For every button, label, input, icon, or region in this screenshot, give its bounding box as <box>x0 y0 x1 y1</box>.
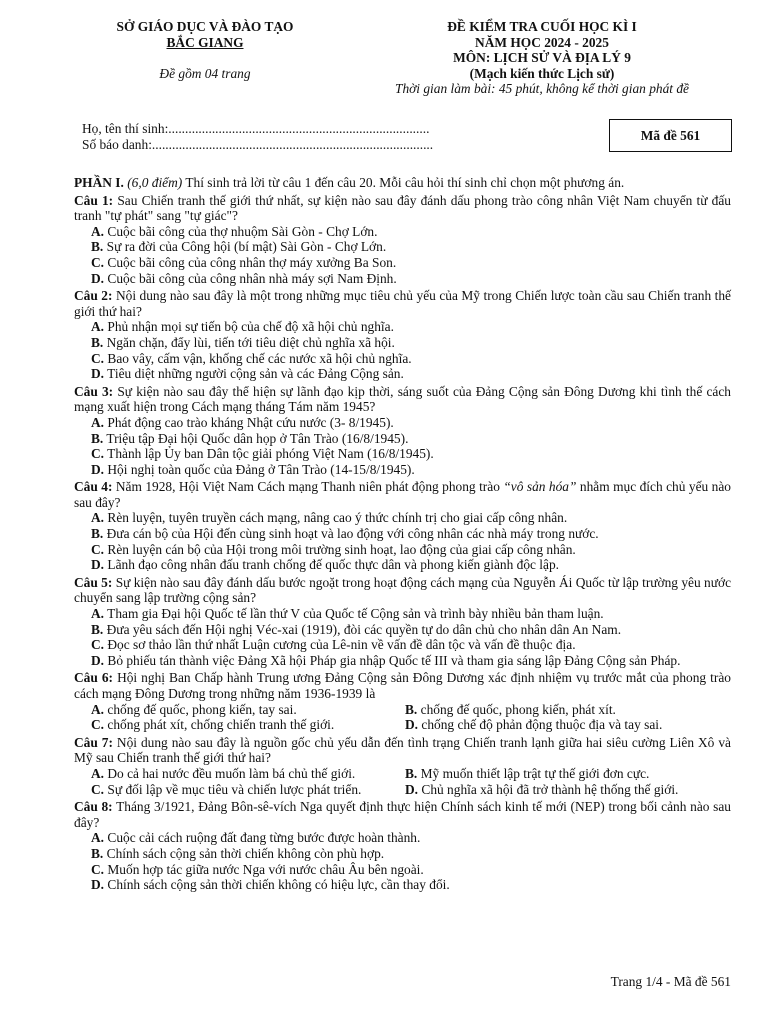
option-text: Đọc sơ thảo lần thứ nhất Luận cương của Lê-nin về vấn đề dân tộc và vấn đề thuộc địa. <box>107 637 576 653</box>
option-row <box>74 766 731 782</box>
answer-option[interactable] <box>74 255 731 271</box>
option-text: Cuộc bãi công của thợ nhuộm Sài Gòn - Chợ Lớn. <box>107 223 378 239</box>
option-key: B. <box>91 430 104 446</box>
exam-header <box>368 19 716 97</box>
option-text: Bỏ phiếu tán thành việc Đảng Xã hội Pháp gia nhập Quốc tế III và tham gia sáng lập Đảng Cộng sản Pháp. <box>107 652 681 668</box>
option-key: B. <box>91 845 104 861</box>
question-text-part: nhằm mục đích chủ yếu nào sau đây? <box>74 479 731 510</box>
answer-option[interactable] <box>74 431 731 447</box>
option-key: B. <box>91 239 104 255</box>
option-text: Do cả hai nước đều muốn làm bá chủ thế giới. <box>107 765 356 781</box>
question-text: Sau Chiến tranh thế giới thứ nhất, sự kiện nào sau đây đánh dấu phong trào công nhân Việt Nam chuyển từ đấu tranh "tự phát" sang "tự giác"? <box>74 192 731 224</box>
question-number: Câu 1: <box>74 192 114 208</box>
province-name: BẮC GIANG <box>166 34 244 50</box>
question-number: Câu 3: <box>74 383 114 399</box>
answer-option[interactable] <box>74 846 731 862</box>
option-key: C. <box>91 350 105 366</box>
option-text: Phát động cao trào kháng Nhật cứu nước (3- 8/1945). <box>107 414 394 430</box>
question-list <box>74 193 731 893</box>
question-text: Tháng 3/1921, Đảng Bôn-sê-vích Nga quyết định thực hiện Chính sách kinh tế mới (NEP) trong bối cảnh nào sau đây? <box>74 799 731 830</box>
option-key: D. <box>91 557 105 573</box>
option-key: D. <box>91 877 105 893</box>
question-block <box>74 479 731 573</box>
question-text: Hội nghị Ban Chấp hành Trung ương Đảng Cộng sản Đông Dương xác định nhiệm vụ trước mắt của phong trào cách mạng Đông Dương trong những năm 1936-1939 là <box>74 670 731 701</box>
student-name-field[interactable]: Họ, tên thí sinh:.............................................................................. <box>82 121 430 136</box>
answer-option[interactable] <box>405 717 662 733</box>
question-text: Nội dung nào sau đây là một trong những mục tiêu chủ yếu của Mỹ trong Chiến lược toàn cầu sau Chiến tranh thế giới thứ hai? <box>74 288 731 319</box>
option-key: C. <box>91 541 105 557</box>
option-key: D. <box>91 366 105 382</box>
option-key: D. <box>91 270 105 286</box>
answer-option[interactable] <box>74 862 731 878</box>
question-stem <box>74 575 731 606</box>
answer-option[interactable] <box>74 335 731 351</box>
option-key: C. <box>91 781 105 797</box>
answer-option[interactable] <box>74 637 731 653</box>
question-number: Câu 8: <box>74 799 113 815</box>
question-number: Câu 7: <box>74 734 113 750</box>
option-text: Triệu tập Đại hội Quốc dân họp ở Tân Trào (16/8/1945). <box>106 430 409 446</box>
option-text: Chủ nghĩa xã hội đã trở thành hệ thống thế giới. <box>421 781 679 797</box>
exam-code-box: Mã đề 561 <box>609 119 732 152</box>
option-row <box>74 782 731 798</box>
option-key: D. <box>91 461 105 477</box>
option-key: C. <box>91 254 105 270</box>
student-id-field[interactable]: Số báo danh:.................................................................................... <box>82 137 434 152</box>
answer-option[interactable] <box>74 366 731 382</box>
question-text: Nội dung nào sau đây là nguồn gốc chủ yếu dẫn đến tình trạng Chiến tranh lạnh giữa hai siêu cường Liên Xô và Mỹ sau Chiến tranh thế giới thứ hai? <box>74 734 731 766</box>
option-text: chống chế độ phản động thuộc địa và tay sai. <box>421 717 663 733</box>
option-key: C. <box>91 861 105 877</box>
answer-option[interactable] <box>74 606 731 622</box>
option-key: D. <box>405 781 419 797</box>
part-title: PHẦN I. <box>74 175 124 190</box>
option-text: Cuộc bãi công của công nhân thợ máy xưởng Ba Son. <box>107 254 397 270</box>
answer-option[interactable] <box>91 782 405 798</box>
option-text: Hội nghị toàn quốc của Đảng ở Tân Trào (14-15/8/1945). <box>107 461 415 477</box>
option-key: D. <box>91 652 105 668</box>
question-block <box>74 799 731 893</box>
subject-strand: (Mạch kiến thức Lịch sử) <box>469 65 615 81</box>
option-text: Mỹ muốn thiết lập trật tự thế giới đơn cực. <box>420 765 650 781</box>
subject-name: MÔN: LỊCH SỬ VÀ ĐỊA LÝ 9 <box>453 50 631 66</box>
answer-option[interactable] <box>74 557 731 573</box>
school-year: NĂM HỌC 2024 - 2025 <box>475 34 609 50</box>
question-number: Câu 5: <box>74 574 113 590</box>
option-key: A. <box>91 606 105 622</box>
option-text: Tham gia Đại hội Quốc tế lần thứ V của Quốc tế Cộng sản và trình bày nhiều bản tham luận. <box>107 606 604 622</box>
answer-option[interactable] <box>74 542 731 558</box>
question-block <box>74 384 731 478</box>
answer-option[interactable] <box>74 319 731 335</box>
question-stem <box>74 799 731 830</box>
answer-option[interactable] <box>74 830 731 846</box>
option-text: chống đế quốc, phong kiến, tay sai. <box>107 701 297 717</box>
answer-option[interactable] <box>405 782 678 798</box>
question-number: Câu 2: <box>74 288 113 304</box>
option-key: A. <box>91 765 105 781</box>
student-info <box>82 121 434 153</box>
part-one-intro <box>74 175 731 191</box>
answer-option[interactable] <box>74 653 731 669</box>
answer-option[interactable] <box>74 415 731 431</box>
answer-option[interactable] <box>74 622 731 638</box>
question-text: Sự kiện nào sau đây thể hiện sự lãnh đạo kịp thời, sáng suốt của Đảng Cộng sản Đông Dương khi tình thế cách mạng xuất hiện trong Cách mạng tháng Tám năm 1945? <box>74 383 731 415</box>
part-points: (6,0 điểm) <box>127 175 183 190</box>
question-block <box>74 193 731 287</box>
question-block <box>74 735 731 797</box>
option-key: B. <box>91 621 104 637</box>
question-text-part: “vô sản hóa” <box>503 479 577 495</box>
option-text: Chính sách cộng sản thời chiến không còn phù hợp. <box>106 845 385 861</box>
question-stem <box>74 479 731 510</box>
exam-content <box>74 175 731 893</box>
option-key: A. <box>91 319 105 335</box>
option-text: Thành lập Ủy ban Dân tộc giải phóng Việt Nam (16/8/1945). <box>107 446 434 462</box>
option-text: Rèn luyện, tuyên truyền cách mạng, nâng cao ý thức chính trị cho giai cấp công nhân. <box>107 510 568 526</box>
answer-option[interactable] <box>74 239 731 255</box>
option-text: Đưa cán bộ của Hội đến cùng sinh hoạt và lao động với công nhân các nhà máy trong nước. <box>106 526 599 542</box>
answer-option[interactable] <box>74 526 731 542</box>
answer-option[interactable] <box>74 877 731 893</box>
option-text: Sự ra đời của Công hội (bí mật) Sài Gòn - Chợ Lớn. <box>106 239 387 255</box>
option-row <box>74 702 731 718</box>
option-text: Đưa yêu sách đến Hội nghị Véc-xai (1919), đòi các quyền tự do dân chủ cho nhân dân An Nam. <box>106 621 622 637</box>
answer-option[interactable] <box>91 717 405 733</box>
answer-option[interactable] <box>74 446 731 462</box>
option-text: Phủ nhận mọi sự tiến bộ của chế độ xã hội chủ nghĩa. <box>107 319 394 335</box>
option-text: chống đế quốc, phong kiến, phát xít. <box>420 701 616 717</box>
question-block <box>74 288 731 382</box>
question-block <box>74 670 731 732</box>
option-text: Sự đối lập về mục tiêu và chiến lược phát triển. <box>107 781 362 797</box>
answer-option[interactable] <box>74 351 731 367</box>
answer-option[interactable] <box>91 766 405 782</box>
option-key: B. <box>91 334 104 350</box>
option-key: C. <box>91 717 105 733</box>
page-footer: Trang 1/4 - Mã đề 561 <box>610 974 731 989</box>
option-key: A. <box>91 414 105 430</box>
answer-option[interactable] <box>74 271 731 287</box>
option-key: B. <box>91 526 104 542</box>
answer-option[interactable] <box>405 766 649 782</box>
question-text: Sự kiện nào sau đây đánh dấu bước ngoặt trong hoạt động cách mạng của Nguyễn Ái Quốc từ lập trường yêu nước chuyển sang lập trường cộng sản? <box>74 574 732 606</box>
question-text-part: Năm 1928, Hội Việt Nam Cách mạng Thanh niên phát động phong trào <box>115 479 500 495</box>
option-text: Lãnh đạo công nhân đấu tranh chống đế quốc thực dân và phong kiến giành độc lập. <box>107 557 560 573</box>
option-text: Bao vây, cấm vận, khống chế các nước xã hội chủ nghĩa. <box>107 350 412 366</box>
school-header <box>80 19 330 82</box>
answer-option[interactable] <box>405 702 616 718</box>
department-name: SỞ GIÁO DỤC VÀ ĐÀO TẠO <box>116 19 294 34</box>
answer-option[interactable] <box>91 702 405 718</box>
option-key: B. <box>405 701 418 717</box>
answer-option[interactable] <box>74 510 731 526</box>
option-text: chống phát xít, chống chiến tranh thế giới. <box>107 717 335 733</box>
question-number: Câu 4: <box>74 479 113 495</box>
question-stem <box>74 735 731 766</box>
question-number: Câu 6: <box>74 670 114 686</box>
option-row <box>74 717 731 733</box>
option-text: Chính sách cộng sản thời chiến không có hiệu lực, cần thay đổi. <box>107 877 450 893</box>
option-key: A. <box>91 510 105 526</box>
page-count-note: Đề gồm 04 trang <box>159 66 251 82</box>
answer-option[interactable] <box>74 462 731 478</box>
option-key: C. <box>91 637 105 653</box>
answer-option[interactable] <box>74 224 731 240</box>
question-stem <box>74 670 731 701</box>
option-text: Rèn luyện cán bộ của Hội trong môi trường sinh hoạt, lao động của giai cấp công nhân. <box>107 541 576 557</box>
part-instruction: Thí sinh trả lời từ câu 1 đến câu 20. Mỗi câu hỏi thí sinh chỉ chọn một phương án. <box>185 175 625 190</box>
option-key: C. <box>91 446 105 462</box>
question-stem <box>74 288 731 319</box>
time-limit: Thời gian làm bài: 45 phút, không kể thời gian phát đề <box>395 81 689 97</box>
option-text: Cuộc cải cách ruộng đất đang từng bước được hoàn thành. <box>107 830 421 846</box>
option-key: D. <box>405 717 419 733</box>
option-key: B. <box>405 765 418 781</box>
option-text: Muốn hợp tác giữa nước Nga với nước châu Âu bên ngoài. <box>107 861 424 877</box>
option-text: Tiêu diệt những người cộng sản và các Đảng Cộng sản. <box>107 366 404 382</box>
option-text: Cuộc bãi công của công nhân nhà máy sợi Nam Định. <box>107 270 397 286</box>
option-key: A. <box>91 830 105 846</box>
question-stem <box>74 193 731 224</box>
question-block <box>74 575 731 669</box>
exam-title: ĐỀ KIỂM TRA CUỐI HỌC KÌ I <box>447 19 637 34</box>
question-stem <box>74 384 731 415</box>
option-key: A. <box>91 223 105 239</box>
option-key: A. <box>91 701 105 717</box>
option-text: Ngăn chặn, đẩy lùi, tiến tới tiêu diệt chủ nghĩa xã hội. <box>106 334 395 350</box>
